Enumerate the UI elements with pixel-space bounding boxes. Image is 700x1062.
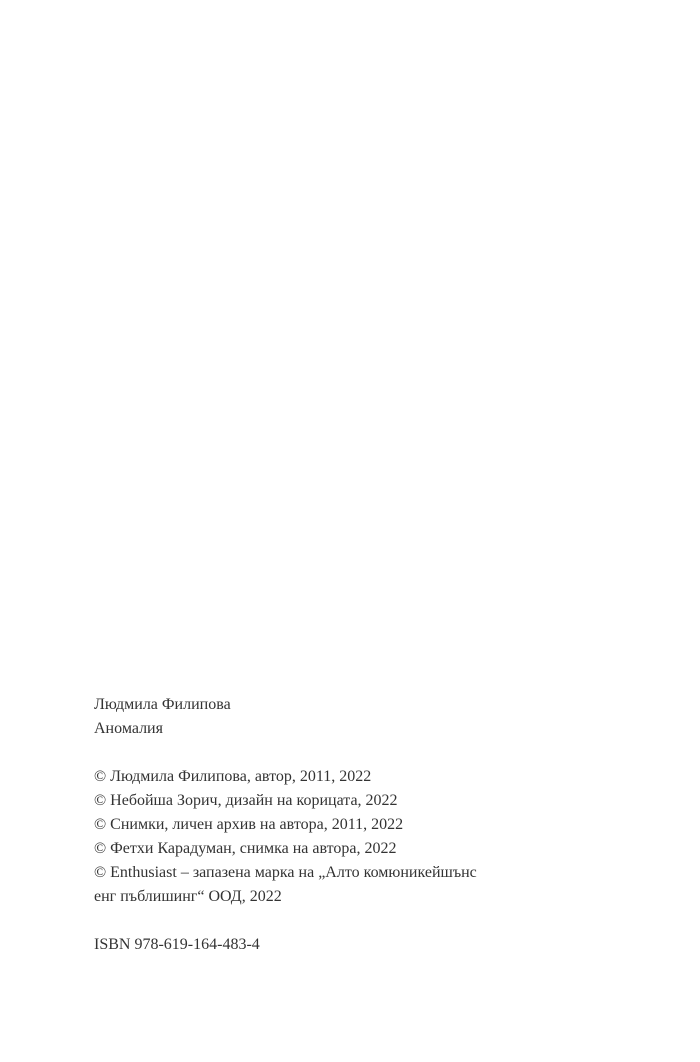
copyright-line-publisher: © Enthusiast – запазена марка на „Алто комюникейшънс xyxy=(94,864,477,881)
book-title: Аномалия xyxy=(94,720,163,737)
author-name: Людмила Филипова xyxy=(94,696,231,713)
spacer xyxy=(94,741,654,765)
isbn-number: ISBN 978-619-164-483-4 xyxy=(94,936,260,953)
copyright-line-photos: © Снимки, личен архив на автора, 2011, 2022 xyxy=(94,816,404,833)
copyright-line-cover-design: © Небойша Зорич, дизайн на корицата, 2022 xyxy=(94,792,398,809)
copyright-page-colophon xyxy=(94,693,654,957)
copyright-line-author: © Людмила Филипова, автор, 2011, 2022 xyxy=(94,768,372,785)
copyright-line-publisher-cont: енг пъблишинг“ ООД, 2022 xyxy=(94,888,282,905)
spacer xyxy=(94,909,654,933)
copyright-line-author-photo: © Фетхи Карадуман, снимка на автора, 2022 xyxy=(94,840,397,857)
